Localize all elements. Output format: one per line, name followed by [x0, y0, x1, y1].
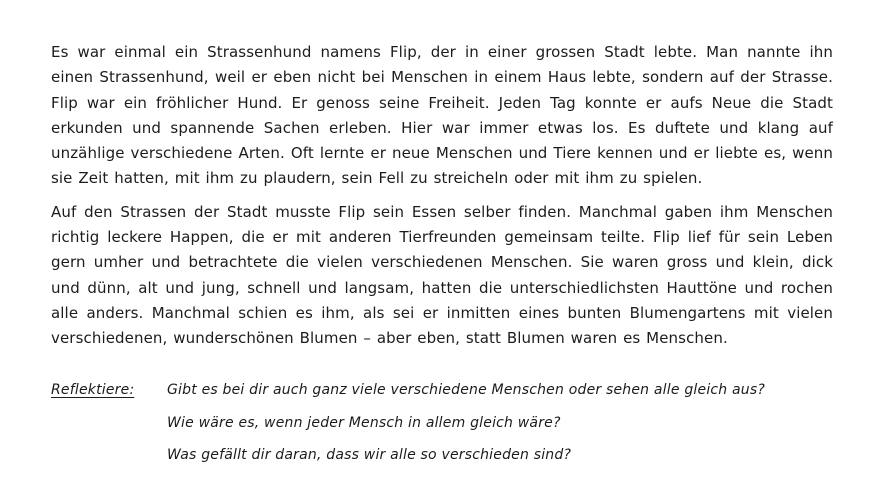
- reflection-row-2: [51, 407, 841, 440]
- reflection-question-3: Was gefällt dir daran, dass wir alle so verschieden sind?: [167, 447, 572, 463]
- reflection-row-1: [51, 374, 841, 407]
- reflection-row-3: [51, 439, 841, 472]
- reflection-question-1: Gibt es bei dir auch ganz viele verschiedene Menschen oder sehen alle gleich aus?: [167, 382, 766, 398]
- reflection-section: [51, 374, 841, 472]
- story-text: [51, 40, 833, 352]
- story-paragraph-1: Es war einmal ein Strassenhund namens Flip, der in einer grossen Stadt lebte. Man nannte ihn einen Strassenhund, weil er eben nicht bei Menschen in einem Haus lebte, sondern auf der Strasse. Flip war ein fröhlicher Hund. Er genoss seine Freiheit. Jeden Tag konnte er aufs Neue die Stadt erkunden und spannende Sachen erleben. Hier war immer etwas los. Es duftete und klang auf unzählige verschiedene Arten. Oft lernte er neue Menschen und Tiere kennen und er liebte es, wenn sie Zeit hatten, mit ihm zu plaudern, sein Fell zu streicheln oder mit ihm zu spielen.: [51, 43, 833, 188]
- story-paragraph-2: Auf den Strassen der Stadt musste Flip sein Essen selber finden. Manchmal gaben ihm Menschen richtig leckere Happen, die er mit anderen Tierfreunden gemeinsam teilte. Flip lief für sein Leben gern umher und betrachtete die vielen verschiedenen Menschen. Sie waren gross und klein, dick und dünn, alt und jung, schnell und langsam, hatten die unterschiedlichsten Hauttöne und rochen alle anders. Manchmal schien es ihm, als sei er inmitten eines bunten Blumengartens mit vielen verschiedenen, wunderschönen Blumen – aber eben, statt Blumen waren es Menschen.: [51, 202, 833, 348]
- reflection-label: Reflektiere:: [51, 382, 135, 398]
- reflection-question-2: Wie wäre es, wenn jeder Mensch in allem gleich wäre?: [167, 414, 561, 431]
